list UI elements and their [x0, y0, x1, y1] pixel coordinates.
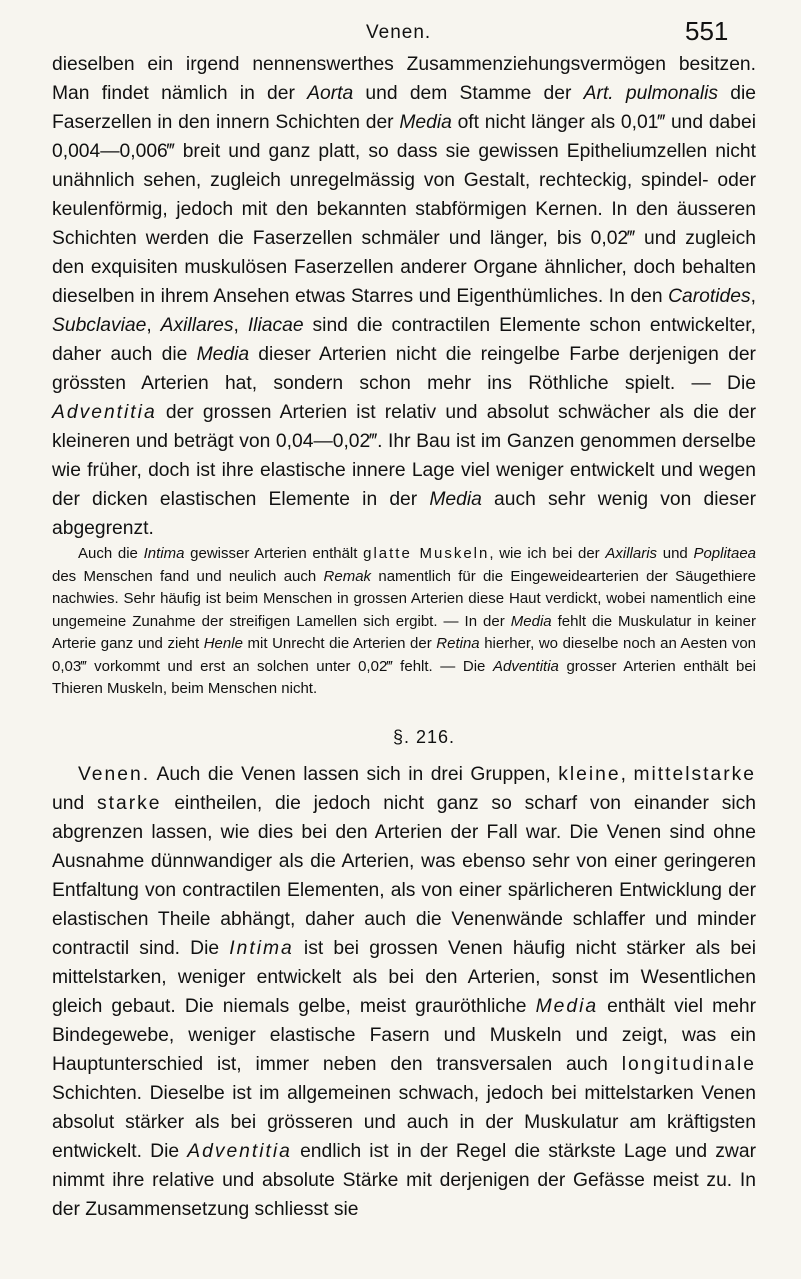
- body-text: [52, 50, 756, 1224]
- term-media: Media: [510, 612, 552, 630]
- term-mittelstarke: mittelstarke: [633, 763, 757, 785]
- term-kleine: kleine: [558, 763, 621, 785]
- term-media: Media: [196, 344, 250, 365]
- term-media: Media: [399, 112, 452, 133]
- term-venen: Venen.: [78, 763, 151, 785]
- running-title: Venen.: [366, 22, 432, 43]
- term-axillares: Axillares: [160, 315, 234, 336]
- term-adventitia: Adventitia: [52, 402, 157, 423]
- section-heading: §. 216.: [392, 726, 456, 747]
- running-header: [0, 10, 801, 46]
- term-intima: Intima: [229, 937, 294, 959]
- term-media: Media: [535, 995, 599, 1017]
- term-intima: Intima: [143, 545, 185, 562]
- term-subclaviae: Subclaviae: [52, 315, 147, 336]
- term-iliacae: Iliacae: [247, 315, 304, 336]
- term-poplitaea: Poplitaea: [693, 545, 757, 562]
- term-adventitia: Adventitia: [493, 657, 559, 675]
- term-axillaris: Axillaris: [605, 545, 658, 562]
- author-remak: Remak: [323, 567, 372, 585]
- term-art-pulmonalis: Art. pulmonalis: [583, 83, 719, 104]
- paragraph-arterial-walls: dieselben ein irgend nennenswerthes Zusammenziehungsvermögen besitzen. Man findet nämlich in der Aorta und dem Stamme der Art. pulmonalis die Faserzellen in den innern Schichten der Media oft nicht länger als 0,01‴ und dabei 0,004—0,006‴ breit und ganz platt, so dass sie gewissen Epitheliumzellen nicht unähnlich sehen, zugleich unregelmässig von Gestalt, rechteckig, spindel- oder keulenförmig, jedoch mit den bekannten stabförmigen Kernen. In den äusseren Schichten werden die Faserzellen schmäler und länger, bis 0,02‴ und zugleich den exquisiten muskulösen Faserzellen anderer Organe ähnlicher, doch behalten dieselben in ihrem Ansehen etwas Starres und Eigenthümliches. In den Carotides, Subclaviae, Axillares, Iliacae sind die contractilen Elemente schon entwickelter, daher auch die Media dieser Arterien nicht die reingelbe Farbe derjenigen der grössten Arterien hat, sondern schon mehr ins Röthliche spielt. — Die Adventitia der grossen Arterien ist relativ und absolut schwächer als die der kleineren und beträgt von 0,04—0,02‴. Ihr Bau ist im Ganzen genommen derselbe wie früher, doch ist ihre elastische innere Lage viel weniger entwickelt und wegen der dicken elastischen Elemente in der Media auch sehr wenig von dieser abgegrenzt.: [52, 54, 757, 539]
- term-retina: Retina: [436, 635, 480, 652]
- page-number: 551: [685, 16, 729, 46]
- term-glatte-muskeln: glatte Muskeln: [363, 545, 490, 562]
- term-aorta: Aorta: [307, 83, 354, 104]
- term-carotides: Carotides: [668, 286, 751, 307]
- author-henle: Henle: [203, 635, 243, 652]
- term-starke: starke: [97, 792, 162, 814]
- paragraph-veins: Venen. Auch die Venen lassen sich in drei Gruppen, kleine, mittelstarke und starke eintheilen, die jedoch nicht ganz so scharf von einander sich abgrenzen lassen, wie dies bei den Arterien der Fall war. Die Venen sind ohne Ausnahme dünnwandiger als die Arterien, was ebenso sehr von einer geringeren Entfaltung von contractilen Elementen, als von einer spärlicheren Entwicklung der elastischen Theile abhängt, daher auch die Venenwände schlaffer und minder contractil sind. Die Intima ist bei grossen Venen häufig nicht stärker als bei mittelstarken, weniger entwickelt als bei den Arterien, sonst im Wesentlichen gleich gebaut. Die niemals gelbe, meist grauröthliche Media enthält viel mehr Bindegewebe, weniger elastische Fasern und Muskeln und zeigt, was ein Hauptunterschied ist, immer neben den transversalen auch longitudinale Schichten. Dieselbe ist im allgemeinen schwach, jedoch bei mittelstarken Venen absolut stärker als bei grösseren und auch in der Muskulatur am kräftigsten entwickelt. Die Adventitia endlich ist in der Regel die stärkste Lage und zwar nimmt ihre relative und absolute Stärke mit derjenigen der Gefässe meist zu. In der Zusammensetzung schliesst sie: [52, 763, 757, 1220]
- term-adventitia: Adventitia: [187, 1140, 292, 1162]
- footnote-paragraph: Auch die Intima gewisser Arterien enthält glatte Muskeln, wie ich bei der Axillaris und Poplitaea des Menschen fand und neulich auch Remak namentlich für die Eingeweidearterien der Säugethiere nachwies. Sehr häufig ist beim Menschen in grossen Arterien diese Haut verdickt, wobei namentlich eine ungemeine Zunahme der streifigen Lamellen sich ergibt. — In der Media fehlt die Muskulatur in keiner Arterie ganz und zieht Henle mit Unrecht die Arterien der Retina hierher, wo dieselbe noch an Aesten von 0,03‴ vorkommt und erst an solchen unter 0,02‴ fehlt. — Die Adventitia grosser Arterien enthält bei Thieren Muskeln, beim Menschen nicht.: [52, 545, 757, 697]
- term-longitudinale: longitudinale: [621, 1053, 756, 1075]
- term-media: Media: [429, 489, 482, 510]
